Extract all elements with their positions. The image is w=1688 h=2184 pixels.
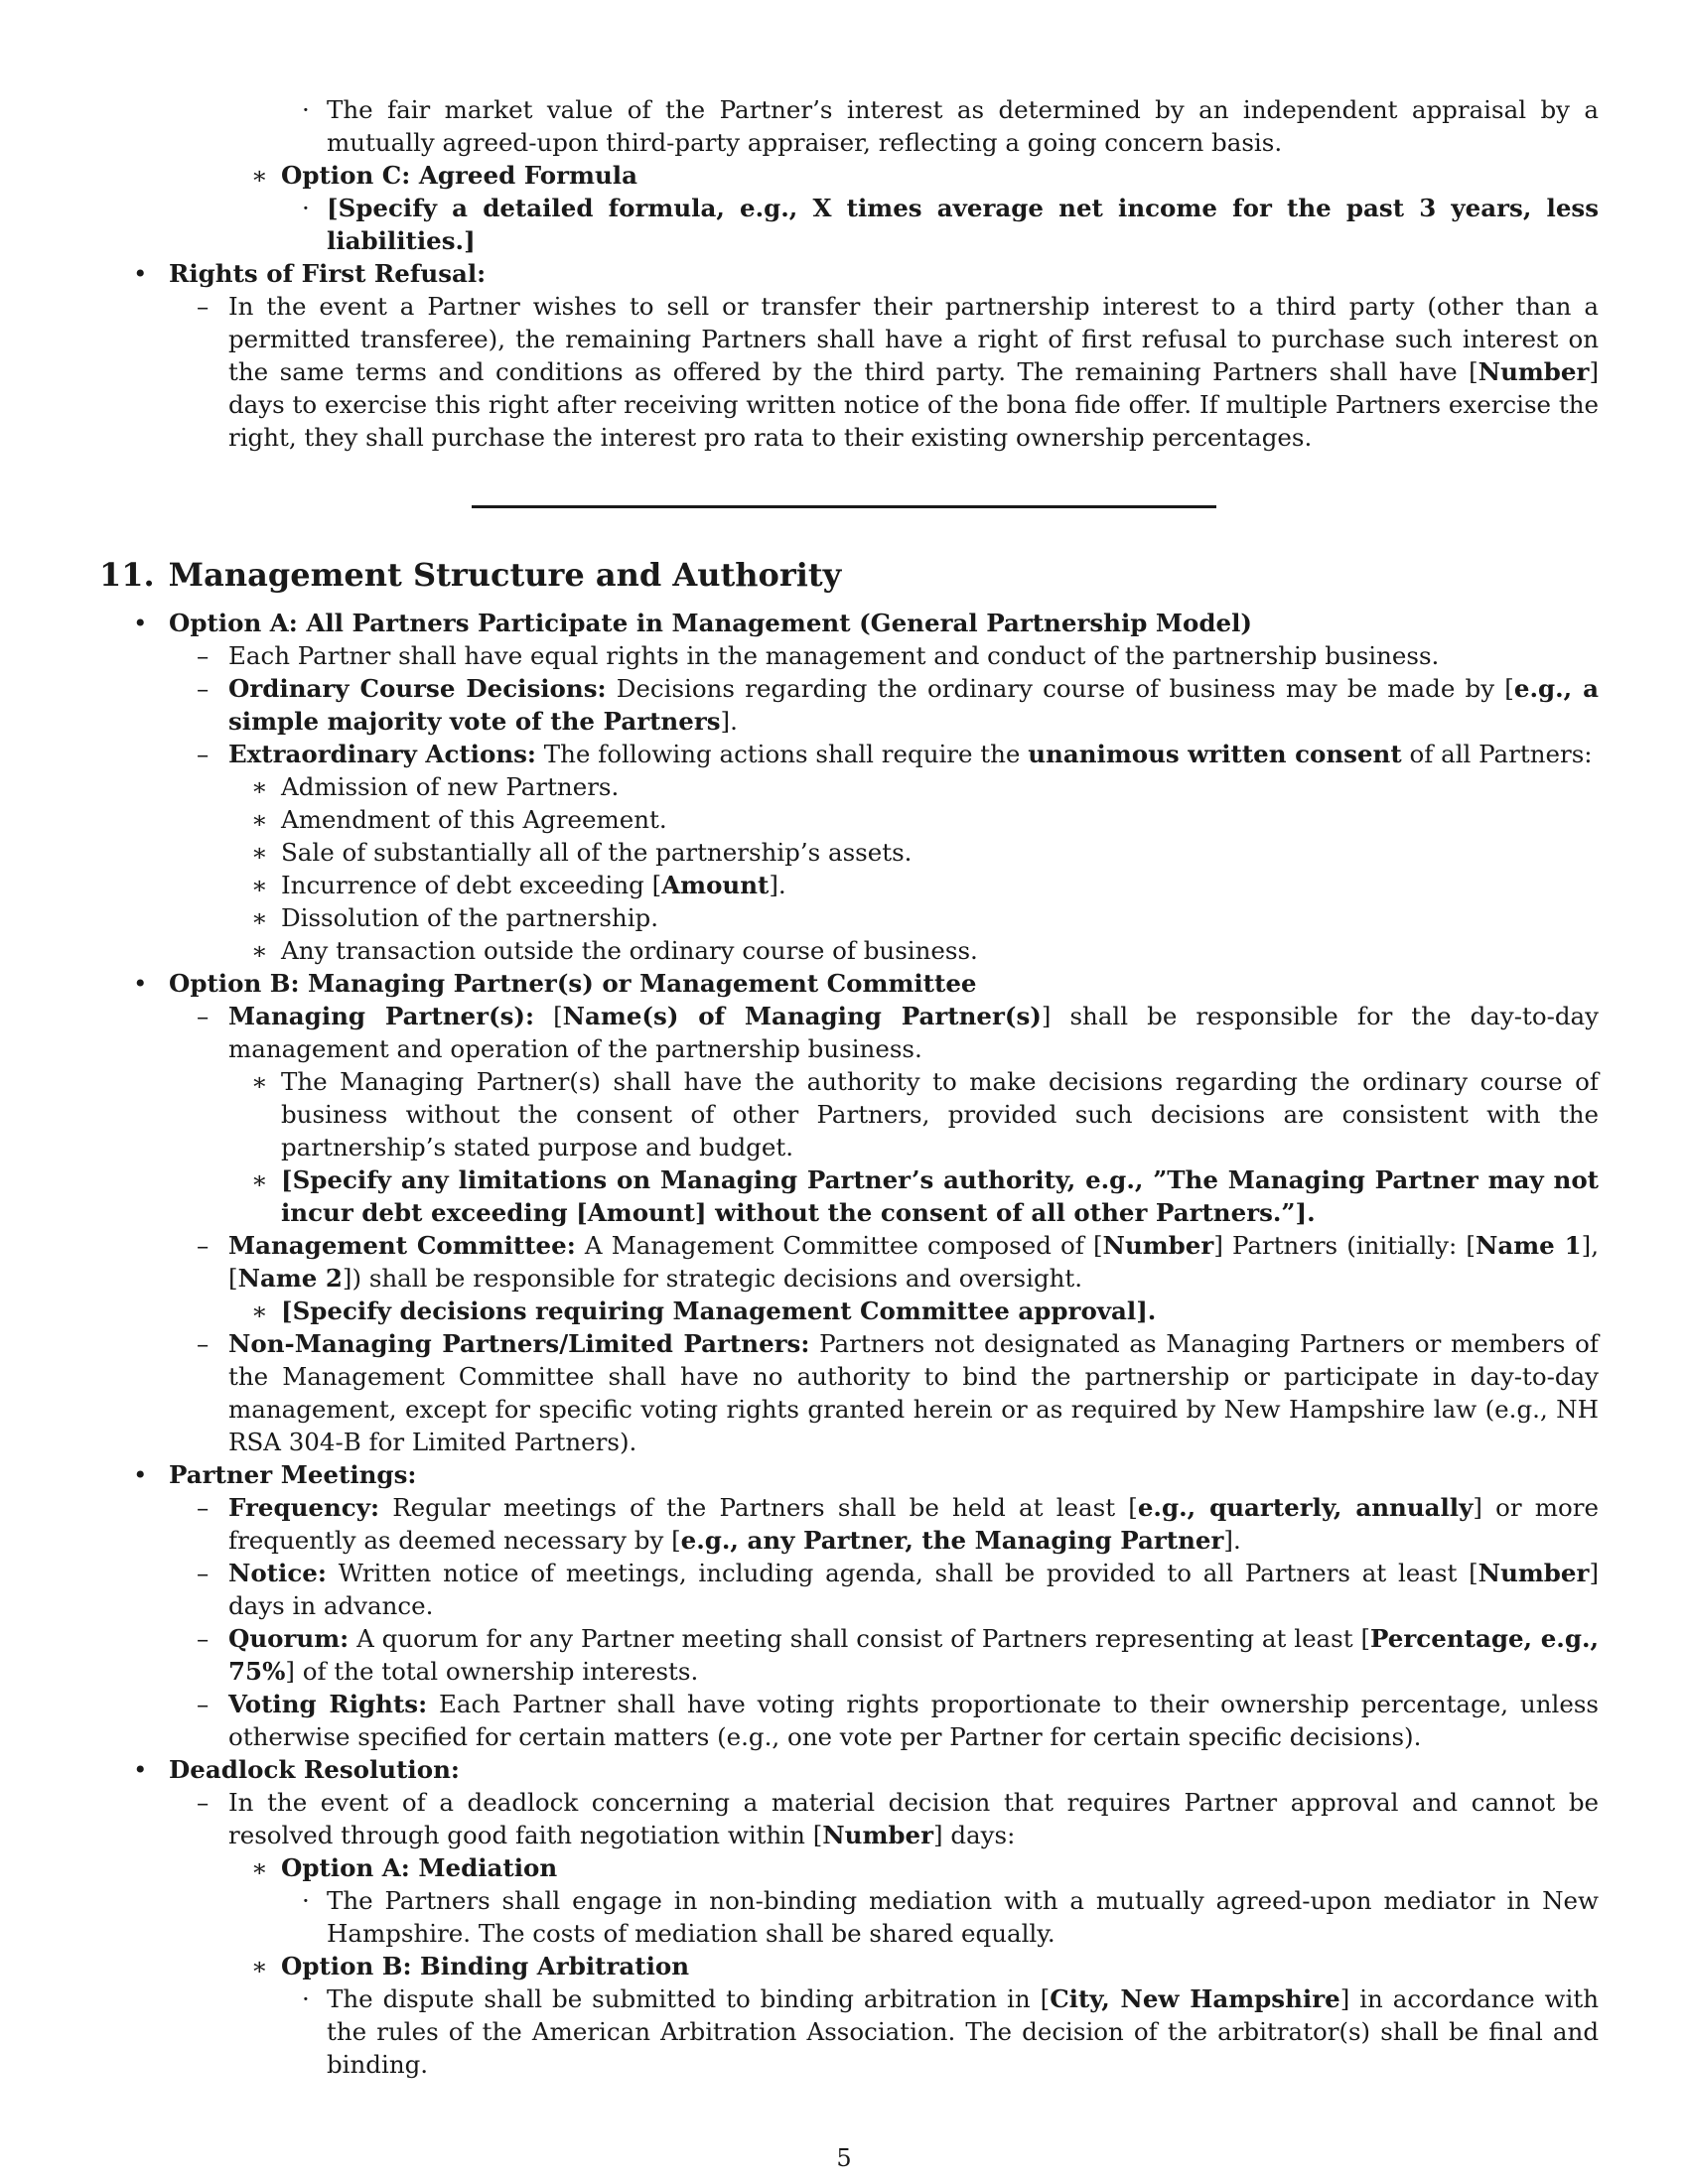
list-item: • Deadlock Resolution: bbox=[133, 1755, 460, 1784]
list-item: · The Partners shall engage in non-binding mediation with a mutually agreed-upon mediator in New Hampshire. The costs of mediation shall be shared equally. bbox=[302, 1886, 1599, 1948]
list-item: ∗ Option A: Mediation bbox=[251, 1853, 558, 1882]
list-item: – Extraordinary Actions: The following actions shall require the unanimous written consent of all Partners: bbox=[197, 740, 1593, 768]
list-item: · [Specify a detailed formula, e.g., X times average net income for the past 3 years, less liabilities.] bbox=[302, 194, 1599, 255]
list-item: ∗ Option C: Agreed Formula bbox=[251, 161, 637, 190]
list-item: • Partner Meetings: bbox=[133, 1460, 417, 1489]
list-item: – Managing Partner(s): [Name(s) of Managing Partner(s)] shall be responsible for the day-to-day management and operation of the partnership business. bbox=[197, 1002, 1599, 1063]
list-item: – In the event a Partner wishes to sell or transfer their partnership interest to a third party (other than a permitted transferee), the remaining Partners shall have a right of first refusal to purchase such interest on the same terms and conditions as offered by the third party. The remaining Partners shall have [Number] days to exercise this right after receiving written notice of the bona fide offer. If multiple Partners exercise the right, they shall purchase the interest pro rata to their existing ownership percentages. bbox=[197, 292, 1599, 452]
section-heading: 11. Management Structure and Authority bbox=[99, 556, 842, 594]
list-item: – Management Committee: A Management Committee composed of [Number] Partners (initially: [Name 1], [Name 2]) shall be responsible for strategic decisions and oversight. bbox=[197, 1231, 1600, 1293]
list-item: • Option B: Managing Partner(s) or Management Committee bbox=[133, 969, 977, 998]
list-item: ∗ Amendment of this Agreement. bbox=[251, 805, 667, 834]
list-item: ∗ Option B: Binding Arbitration bbox=[251, 1952, 690, 1980]
list-item: • Option A: All Partners Participate in Management (General Partnership Model) bbox=[133, 609, 1253, 637]
list-item: ∗ Dissolution of the partnership. bbox=[251, 903, 659, 932]
list-item: · The fair market value of the Partner’s interest as determined by an independent appraisal by a mutually agreed-upon third-party appraiser, reflecting a going concern basis. bbox=[302, 95, 1599, 157]
list-item: – Voting Rights: Each Partner shall have voting rights proportionate to their ownership percentage, unless otherwise specified for certain matters (e.g., one vote per Partner for certain specific decisions). bbox=[197, 1690, 1599, 1751]
list-item: ∗ Incurrence of debt exceeding [Amount]. bbox=[251, 871, 786, 899]
list-item: – Non-Managing Partners/Limited Partners: Partners not designated as Managing Partners or members of the Management Committee shall have no authority to bind the partnership or participate in day-to-day management, except for specific voting rights granted herein or as required by New Hampshire law (e.g., NH RSA 304-B for Limited Partners). bbox=[197, 1329, 1599, 1456]
page-number: 5 bbox=[836, 2144, 852, 2172]
list-item: – Quorum: A quorum for any Partner meeting shall consist of Partners representing at least [Percentage, e.g., 75%] of the total ownership interests. bbox=[197, 1624, 1600, 1686]
section-divider bbox=[99, 454, 1599, 553]
list-item: • Rights of First Refusal: bbox=[133, 259, 487, 288]
page-content bbox=[99, 93, 1599, 2081]
list-item: ∗ Any transaction outside the ordinary course of business. bbox=[251, 936, 978, 965]
list-item: – Each Partner shall have equal rights in the management and conduct of the partnership business. bbox=[197, 641, 1440, 670]
list-item: – Ordinary Course Decisions: Decisions regarding the ordinary course of business may be made by [e.g., a simple majority vote of the Partners]. bbox=[197, 674, 1600, 736]
list-item: ∗ [Specify decisions requiring Management Committee approval]. bbox=[251, 1297, 1157, 1325]
list-item: ∗ Sale of substantially all of the partnership’s assets. bbox=[251, 838, 913, 867]
list-item: – Frequency: Regular meetings of the Partners shall be held at least [e.g., quarterly, annually] or more frequently as deemed necessary by [e.g., any Partner, the Managing Partner]. bbox=[197, 1493, 1599, 1555]
list-item: ∗ [Specify any limitations on Managing Partner’s authority, e.g., ”The Managing Partner may not incur debt exceeding [Amount] without the consent of all other Partners.”]. bbox=[251, 1165, 1599, 1227]
list-item: – In the event of a deadlock concerning a material decision that requires Partner approval and cannot be resolved through good faith negotiation within [Number] days: bbox=[197, 1788, 1599, 1849]
horizontal-rule bbox=[472, 505, 1216, 508]
list-item: ∗ The Managing Partner(s) shall have the authority to make decisions regarding the ordinary course of business without the consent of other Partners, provided such decisions are consistent with the partnership’s stated purpose and budget. bbox=[251, 1067, 1599, 1161]
list-item: – Notice: Written notice of meetings, including agenda, shall be provided to all Partners at least [Number] days in advance. bbox=[197, 1559, 1599, 1620]
list-item: · The dispute shall be submitted to binding arbitration in [City, New Hampshire] in accordance with the rules of the American Arbitration Association. The decision of the arbitrator(s) shall be final and binding. bbox=[302, 1984, 1599, 2079]
list-item: ∗ Admission of new Partners. bbox=[251, 772, 620, 801]
